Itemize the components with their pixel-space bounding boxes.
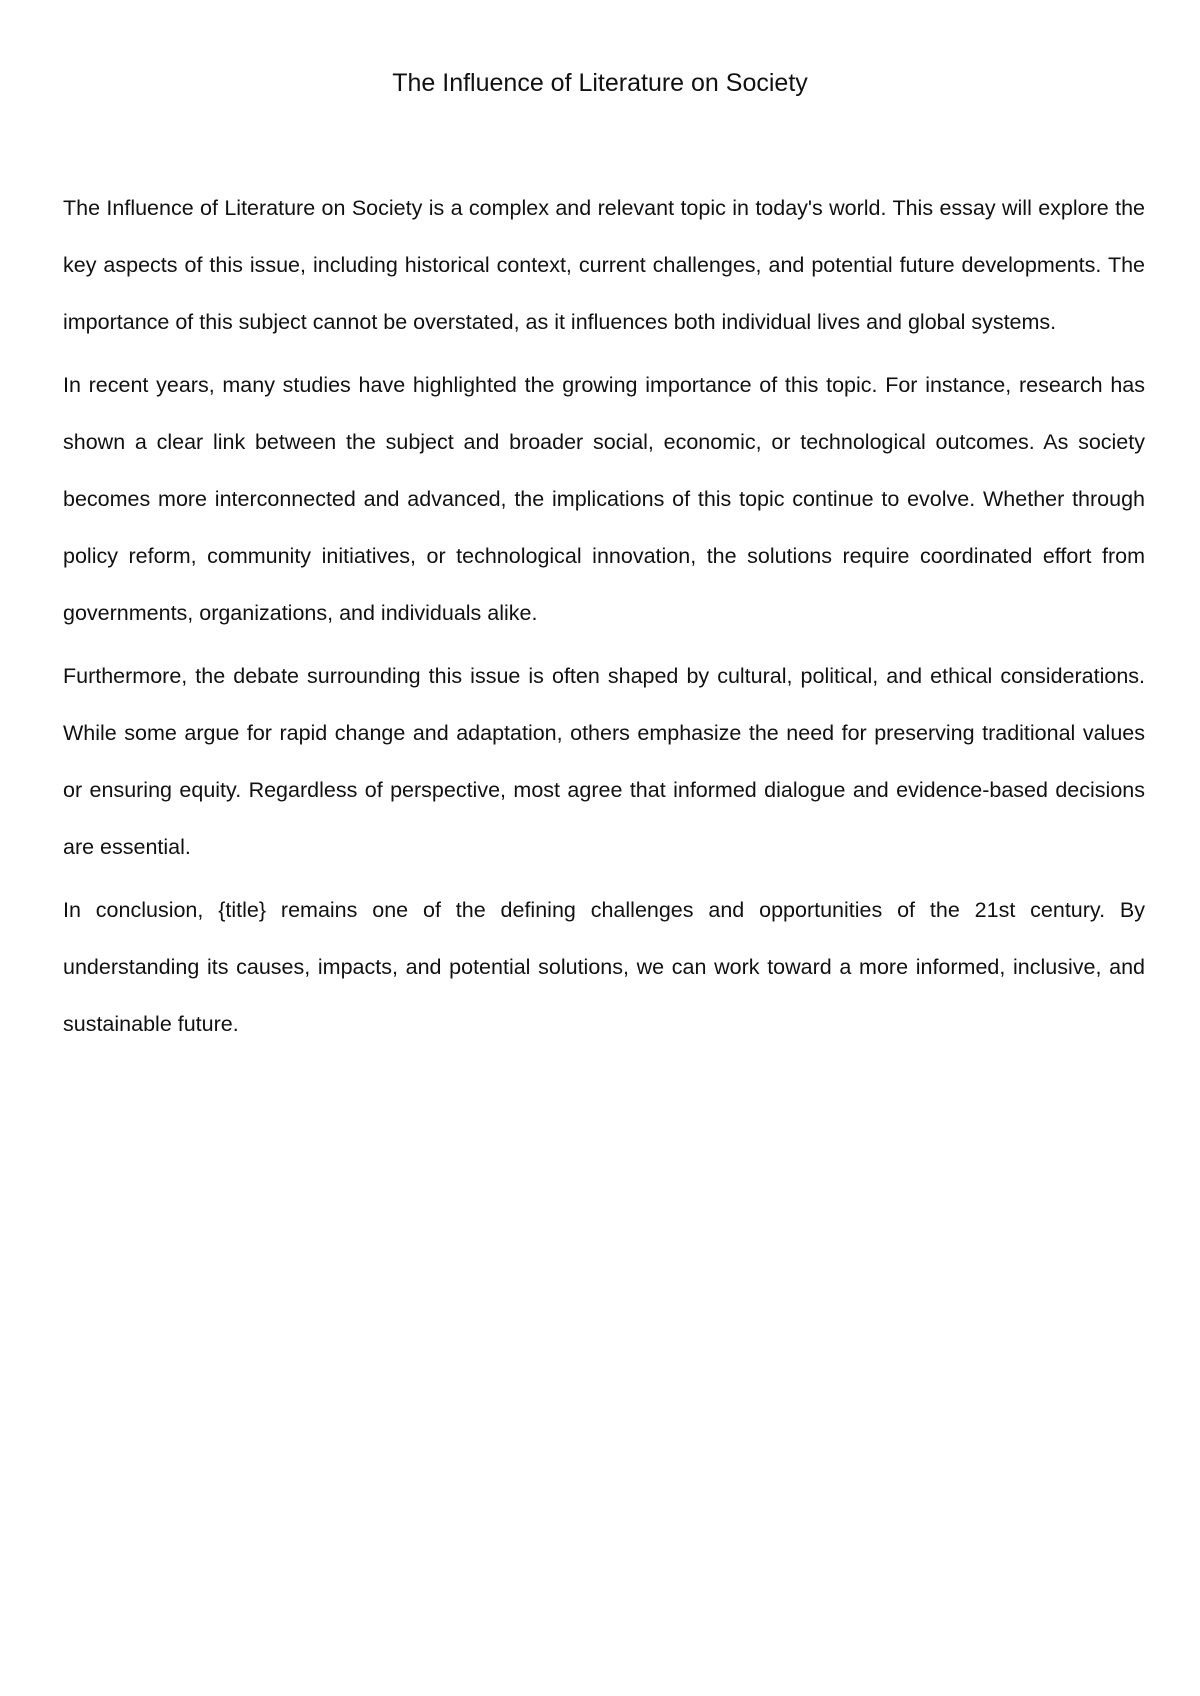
paragraph-introduction: The Influence of Literature on Society is a complex and relevant topic in today's world. This essay will explore the key aspects of this issue, including historical context, current challenges, and potential future developments. The importance of this subject cannot be overstated, as it influences both individual lives and global systems. [63,196,1145,334]
paragraph-conclusion: In conclusion, {title} remains one of the defining challenges and opportunities of the 21st century. By understanding its causes, impacts, and potential solutions, we can work toward a more informed, inclusive, and sustainable future. [63,898,1145,1036]
document-body [63,180,1145,1059]
document-title: The Influence of Literature on Society [392,69,808,97]
paragraph-recent-studies: In recent years, many studies have highlighted the growing importance of this topic. For instance, research has shown a clear link between the subject and broader social, economic, or technological outcomes. As society becomes more interconnected and advanced, the implications of this topic continue to evolve. Whether through policy reform, community initiatives, or technological innovation, the solutions require coordinated effort from governments, organizations, and individuals alike. [63,373,1145,625]
paragraph-debate: Furthermore, the debate surrounding this issue is often shaped by cultural, political, and ethical considerations. While some argue for rapid change and adaptation, others emphasize the need for preserving traditional values or ensuring equity. Regardless of perspective, most agree that informed dialogue and evidence-based decisions are essential. [63,664,1145,859]
